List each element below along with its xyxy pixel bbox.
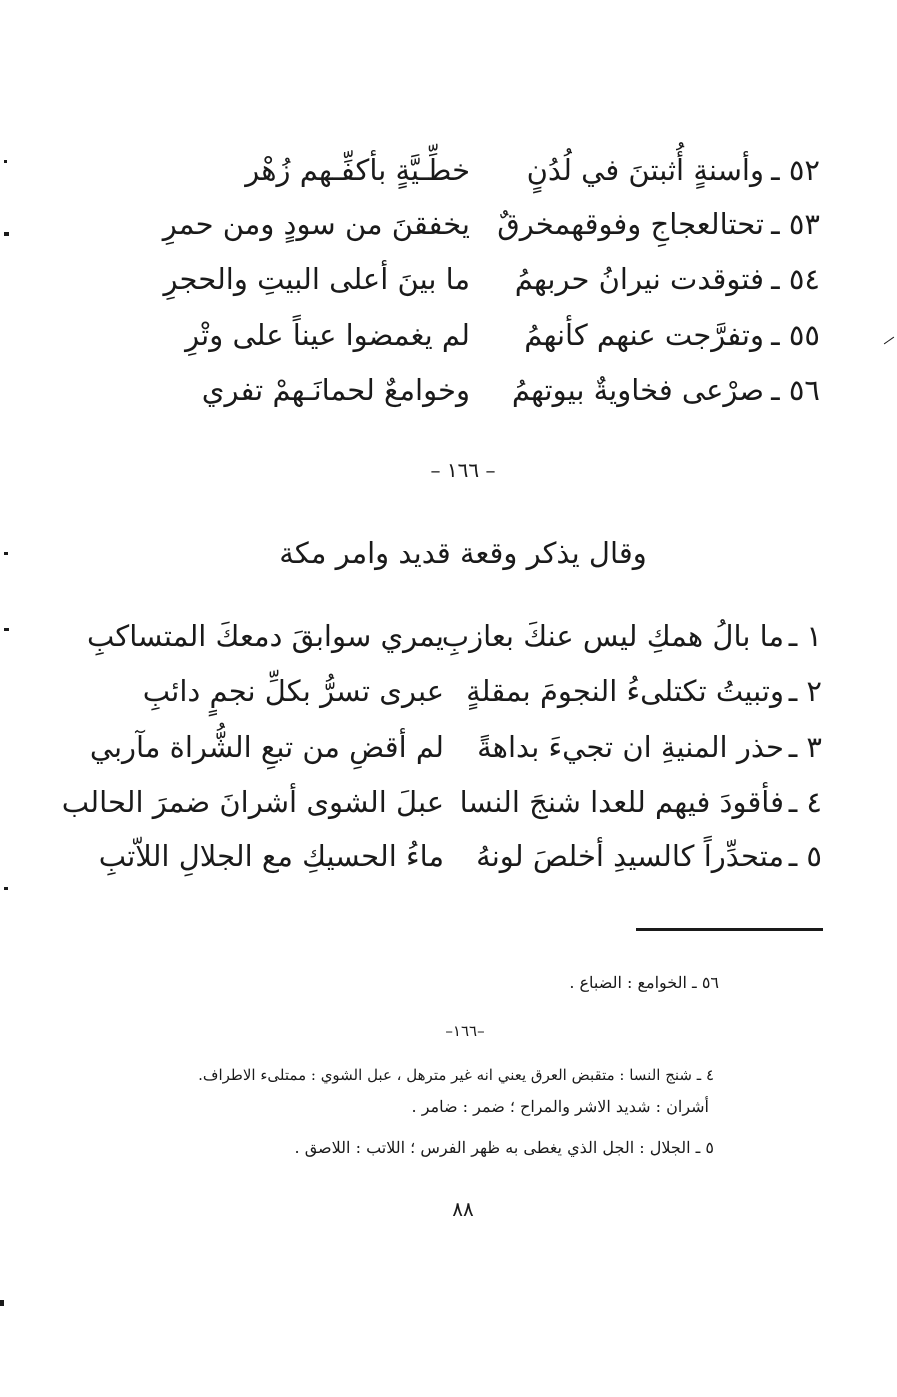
verse-number: ٥٢ ـ bbox=[771, 153, 820, 187]
verse-number: ٥٦ ـ bbox=[771, 373, 820, 407]
hemistich-second: عبرى تسرُّ بكلِّ نجمٍ دائبِ bbox=[142, 674, 444, 708]
footnote-separator: –١٦٦– bbox=[445, 1022, 485, 1040]
hemistich-second: يمري سوابقَ دمعكَ المتساكبِ bbox=[86, 619, 444, 653]
scan-mark bbox=[4, 160, 7, 163]
hemistich-first: صرْعى فخاويةٌ بيوتهمُ bbox=[511, 373, 764, 407]
hemistich-second: لم يغمضوا عيناً على وتْرِ bbox=[185, 318, 470, 352]
hemistich-first: فتوقدت نيرانُ حربهمُ bbox=[514, 262, 764, 296]
scan-mark bbox=[4, 232, 9, 236]
hemistich-first: حذر المنيةِ ان تجيءَ بداهةً bbox=[477, 730, 784, 764]
scan-mark bbox=[4, 552, 8, 555]
hemistich-second: خطِّـيَّةٍ بأكفِّـهم زُهْر bbox=[245, 153, 470, 187]
poem-title: وقال يذكر وقعة قديد وامر مكة bbox=[279, 536, 647, 570]
verse-number: ٥ ـ bbox=[788, 839, 822, 873]
page-number: ٨٨ bbox=[452, 1197, 474, 1221]
verse-number: ٥٤ ـ bbox=[771, 262, 820, 296]
footnote-rule bbox=[636, 928, 823, 931]
scan-mark bbox=[884, 337, 894, 345]
scan-mark bbox=[4, 628, 9, 631]
hemistich-first: وتبيتُ تكتلىءُ النجومَ بمقلةٍ bbox=[466, 674, 784, 708]
footnote-5: ٥ ـ الجلال : الجل الذي يغطى به ظهر الفرس ؛ اللاتب : اللاصق . bbox=[294, 1138, 714, 1157]
hemistich-second: يخفقنَ من سودٍ ومن حمرِ bbox=[162, 207, 470, 241]
hemistich-second: ما بينَ أعلى البيتِ والحجرِ bbox=[163, 262, 470, 296]
hemistich-first: تحتالعجاجِ وفوقهمخرقٌ bbox=[497, 207, 764, 241]
hemistich-first: وأسنةٍ أُثبتنَ في لُدُنٍ bbox=[526, 153, 764, 187]
hemistich-first: وتفرَّجت عنهم كأنهمُ bbox=[524, 318, 764, 352]
hemistich-first: متحدِّراً كالسيدِ أخلصَ لونهُ bbox=[476, 839, 784, 873]
verse-number: ٤ ـ bbox=[788, 785, 822, 819]
hemistich-second: عبلَ الشوى أشرانَ ضمرَ الحالب bbox=[61, 785, 444, 819]
hemistich-second: وخوامعٌ لحمانَـهمْ تفري bbox=[201, 373, 470, 407]
hemistich-second: لم أقضِ من تبعِ الشُّراة مآربي bbox=[89, 730, 444, 764]
footnote-4-line-2: أشران : شديد الاشر والمراح ؛ ضمر : ضامر . bbox=[411, 1097, 709, 1116]
verse-number: ٢ ـ bbox=[788, 674, 822, 708]
hemistich-first: ما بالُ همكِ ليس عنكَ بعازبِ bbox=[441, 619, 784, 653]
hemistich-second: ماءُ الحسيكِ مع الجلالِ اللاّتبِ bbox=[98, 839, 444, 873]
verse-number: ١ ـ bbox=[788, 619, 822, 653]
scan-mark bbox=[0, 1300, 4, 1306]
scan-mark bbox=[4, 887, 8, 890]
page-separator: – ١٦٦ – bbox=[430, 458, 496, 482]
verse-number: ٥٥ ـ bbox=[771, 318, 820, 352]
footnote-56: ٥٦ ـ الخوامع : الضباع . bbox=[569, 973, 719, 992]
verse-number: ٣ ـ bbox=[788, 730, 822, 764]
hemistich-first: فأقودَ فيهم للعدا شنجَ النسا bbox=[459, 785, 784, 819]
verse-number: ٥٣ ـ bbox=[771, 207, 820, 241]
footnote-4-line-1: ٤ ـ شنج النسا : متقبض العرق يعني انه غير مترهل ، عبل الشوي : ممتلىء الاطراف. bbox=[198, 1066, 714, 1084]
